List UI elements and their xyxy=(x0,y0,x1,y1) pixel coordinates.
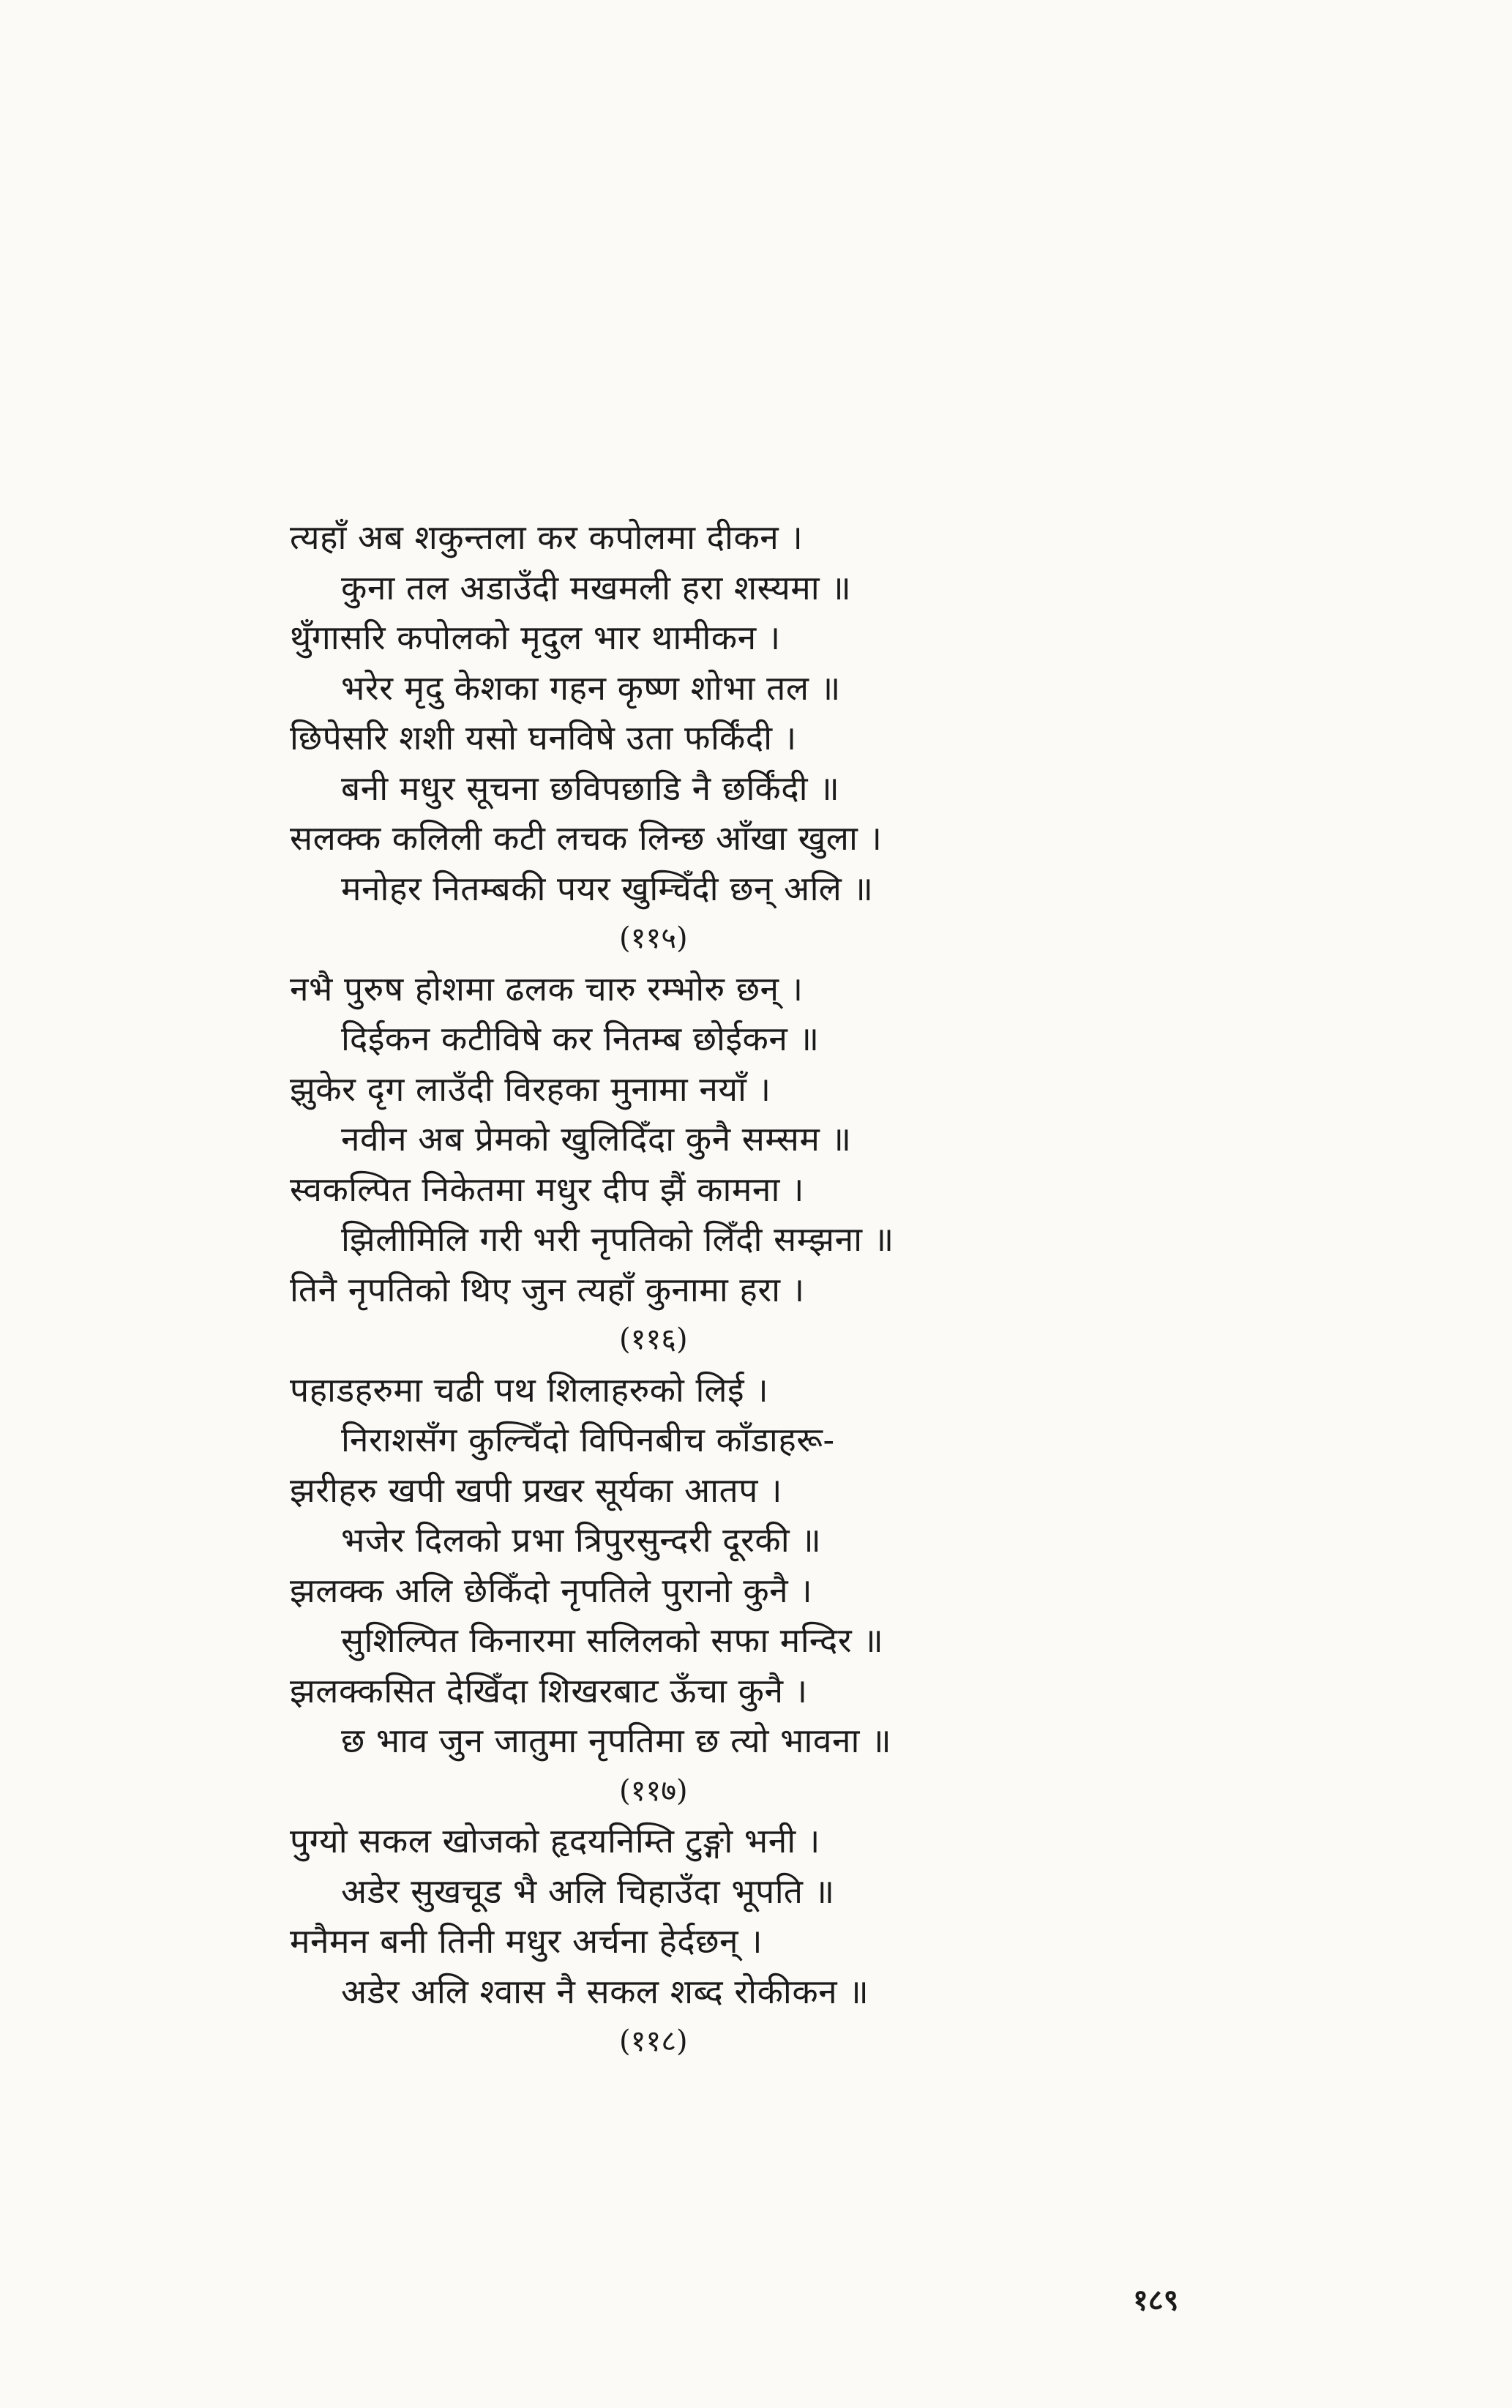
poem-line: सलक्क कलिली कटी लचक लिन्छ आँखा खुला । xyxy=(290,818,883,858)
poem-line: सुशिल्पित किनारमा सलिलको सफा मन्दिर ॥ xyxy=(341,1620,884,1660)
verse-number: (११६) xyxy=(619,1323,688,1356)
poem-line: तिनै नृपतिको थिए जुन त्यहाँ कुनामा हरा । xyxy=(290,1269,805,1309)
poem-line: झरीहरु खपी खपी प्रखर सूर्यका आतप । xyxy=(290,1470,782,1510)
poem-line: भरेर मृदु केशका गहन कृष्ण शोभा तल ॥ xyxy=(341,668,841,708)
poem-line: नवीन अब प्रेमको खुलिदिँदा कुनै सम्सम ॥ xyxy=(341,1119,852,1159)
poem-line: मनैमन बनी तिनी मधुर अर्चना हेर्दछन् । xyxy=(290,1921,763,1961)
poem-line: त्यहाँ अब शकुन्तला कर कपोलमा दीकन । xyxy=(290,517,804,557)
poem-line: झुकेर दृग लाउँदी विरहका मुनामा नयाँ । xyxy=(290,1069,771,1109)
verse-number: (११७) xyxy=(619,1773,688,1808)
verse-number: (११८) xyxy=(619,2024,688,2058)
poem-line: झलक्कसित देखिँदा शिखरबाट ऊँचा कुनै । xyxy=(290,1670,808,1710)
stanza-117 xyxy=(290,1365,1058,1817)
stanza-116 xyxy=(290,964,1058,1365)
poem-line: थुँगासरि कपोलको मृदुल भार थामीकन । xyxy=(290,618,781,657)
poem-line: नभै पुरुष होशमा ढलक चारु रम्भोरु छन् । xyxy=(290,968,804,1009)
poem-line: अडेर अलि श्वास नै सकल शब्द रोकीकन ॥ xyxy=(341,1971,869,2011)
poem-line: छिपेसरि शशी यसो घनविषे उता फर्किंदी । xyxy=(290,718,797,758)
poem-line: पुग्यो सकल खोजको हृदयनिम्ति टुङ्गो भनी । xyxy=(290,1821,820,1861)
poem-line: भजेर दिलको प्रभा त्रिपुरसुन्दरी दूरकी ॥ xyxy=(341,1520,822,1560)
poem-line: कुना तल अडाउँदी मखमली हरा शस्यमा ॥ xyxy=(341,567,852,607)
poem-line: दिईकन कटीविषे कर नितम्ब छोईकन ॥ xyxy=(341,1019,820,1058)
poem-line: अडेर सुखचूड भै अलि चिहाउँदा भूपति ॥ xyxy=(341,1871,835,1911)
verse-number: (११५) xyxy=(619,921,688,955)
poem-line: निराशसँग कुल्चिँदो विपिनबीच काँडाहरू- xyxy=(341,1420,835,1459)
stanza-118 xyxy=(290,1816,1058,2067)
poem-body xyxy=(290,512,1058,2067)
poem-line: बनी मधुर सूचना छविपछाडि नै छर्किंदी ॥ xyxy=(341,768,840,808)
stanza-115 xyxy=(290,512,1058,964)
poem-line: स्वकल्पित निकेतमा मधुर दीप झैं कामना । xyxy=(290,1169,804,1209)
poem-line: झिलीमिलि गरी भरी नृपतिको लिँदी सम्झना ॥ xyxy=(341,1219,894,1259)
poem-line: मनोहर नितम्बकी पयर खुम्चिँदी छन् अलि ॥ xyxy=(341,868,874,908)
poem-line: पहाडहरुमा चढी पथ शिलाहरुको लिई । xyxy=(290,1369,769,1410)
poem-line: झलक्क अलि छेकिँदो नृपतिले पुरानो कुनै । xyxy=(290,1570,813,1610)
poem-line: छ भाव जुन जातुमा नृपतिमा छ त्यो भावना ॥ xyxy=(341,1721,892,1760)
page-number: १८९ xyxy=(1133,2283,1179,2317)
